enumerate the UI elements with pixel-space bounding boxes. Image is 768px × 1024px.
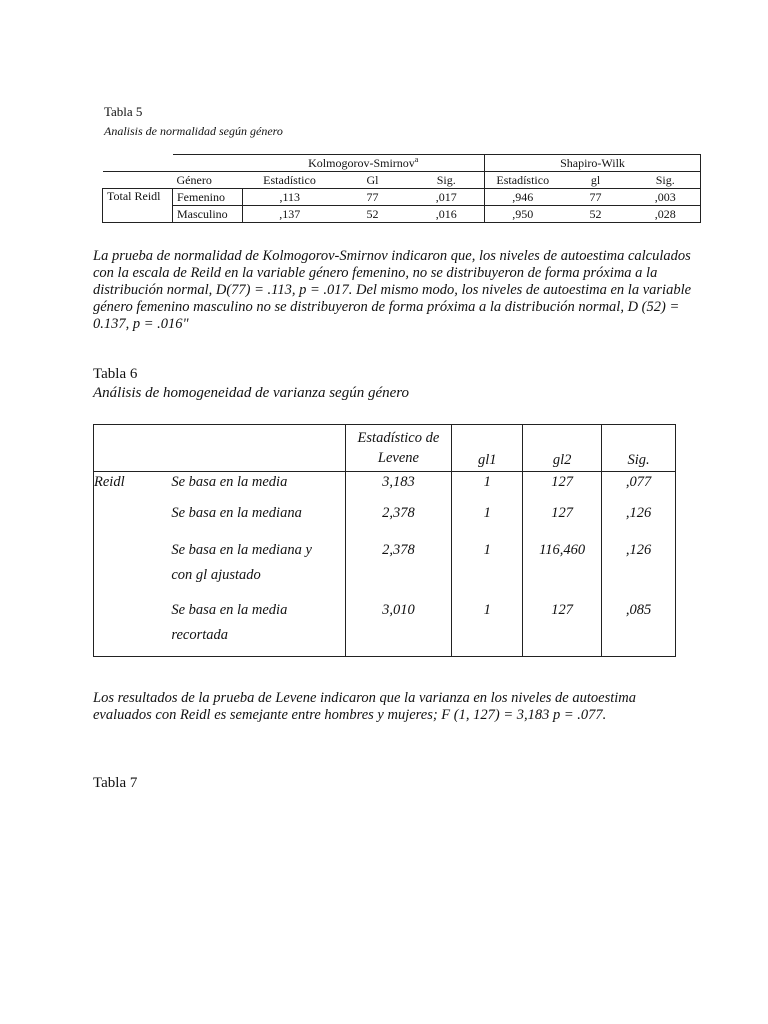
tabla5-col: Gl [337, 172, 409, 189]
tabla7-title: Tabla 7 [93, 775, 138, 791]
tabla5-group-sw: Shapiro-Wilk [485, 155, 701, 172]
tabla6-gl1-value: 1 [452, 600, 523, 657]
tabla5-col-genero: Género [173, 172, 243, 189]
normality-paragraph: La prueba de normalidad de Kolmogorov-Smirnov indicaron que, los niveles de autoestima calculados con la escala de Reild en la variable género femenino, no se distribuyeron de forma próxima a la distribución normal, D(77) = .113, p = .017. Del mismo modo, los niveles de autoestima en la variable género femenino masculino no se distribuyeron de forma próxima a la distribución normal, D (52) = 0.137, p = .016" [93, 248, 692, 332]
tabla6-header-levene-2: Levene [377, 450, 419, 466]
tabla5-group-header-row [103, 155, 701, 172]
tabla5-cell: ,003 [631, 189, 701, 206]
tabla5-cell: 52 [561, 206, 631, 223]
tabla5-subtitle: Analisis de normalidad según género [104, 124, 283, 138]
tabla6-row-desc: Se basa en la media [171, 601, 288, 618]
tabla5-cell: ,028 [631, 206, 701, 223]
tabla5-cell: ,137 [243, 206, 337, 223]
tabla5-cell: ,016 [409, 206, 485, 223]
tabla6-gl2-value: 127 [523, 472, 602, 503]
tabla5-row-label: Total Reidl [103, 189, 173, 223]
tabla6-title: Tabla 6 [93, 366, 138, 382]
tabla6-header-row [94, 425, 676, 472]
tabla5-col: Estadístico [243, 172, 337, 189]
tabla6-gl1-value: 1 [452, 503, 523, 540]
tabla5-cell: 77 [561, 189, 631, 206]
table-row [94, 600, 676, 657]
tabla5-col: Sig. [631, 172, 701, 189]
tabla6-row-desc-line2: recortada [171, 626, 229, 643]
levene-paragraph: Los resultados de la prueba de Levene indicaron que la varianza en los niveles de autoestima evaluados con Reidl es semejante entre hombres y mujeres; F (1, 127) = 3,183 p = .077. [93, 690, 636, 723]
tabla6-gl1-value: 1 [452, 472, 523, 503]
tabla5-cell: ,017 [409, 189, 485, 206]
tabla5-cell: ,946 [485, 189, 561, 206]
tabla6-gl1-value: 1 [452, 540, 523, 600]
tabla6-levene-value: 3,183 [345, 472, 452, 503]
tabla6-sig-value: ,126 [602, 540, 676, 600]
tabla5-cell: 77 [337, 189, 409, 206]
tabla6-gl2-value: 127 [523, 600, 602, 657]
tabla6-header-sig: Sig. [602, 425, 676, 472]
tabla6-levene-value: 2,378 [345, 540, 452, 600]
tabla6-row-label: Reidl [94, 474, 125, 490]
tabla5-genero: Femenino [173, 189, 243, 206]
table-row [94, 540, 676, 600]
tabla5-normality-table [102, 154, 701, 223]
tabla5-title: Tabla 5 [104, 104, 143, 119]
tabla6-subtitle: Análisis de homogeneidad de varianza según género [93, 385, 410, 401]
tabla6-gl2-value: 116,460 [523, 540, 602, 600]
tabla6-sig-value: ,126 [602, 503, 676, 540]
tabla6-row-desc: Se basa en la media [171, 474, 288, 490]
tabla5-group-ks: Kolmogorov-Smirnov$^a$ [243, 155, 485, 172]
tabla6-header-gl2: gl2 [523, 425, 602, 472]
tabla6-row-desc: Se basa en la mediana [171, 504, 302, 521]
tabla6-sig-value: ,085 [602, 600, 676, 657]
tabla5-genero: Masculino [173, 206, 243, 223]
tabla6-levene-value: 2,378 [345, 503, 452, 540]
table-row [94, 472, 676, 503]
table-row [94, 503, 676, 540]
tabla5-cell: ,113 [243, 189, 337, 206]
tabla6-levene-value: 3,010 [345, 600, 452, 657]
table-row [103, 189, 701, 206]
tabla6-header-levene-1: Estadístico de [357, 430, 440, 446]
tabla6-header-gl1: gl1 [452, 425, 523, 472]
tabla5-column-header-row [103, 172, 701, 189]
tabla5-cell: ,950 [485, 206, 561, 223]
tabla6-sig-value: ,077 [602, 472, 676, 503]
tabla5-col: Sig. [409, 172, 485, 189]
tabla6-gl2-value: 127 [523, 503, 602, 540]
tabla5-col: gl [561, 172, 631, 189]
tabla5-cell: 52 [337, 206, 409, 223]
tabla6-levene-table [93, 424, 676, 657]
table-row [103, 206, 701, 223]
tabla6-row-desc-line2: con gl ajustado [171, 566, 261, 583]
tabla6-row-desc: Se basa en la mediana y [171, 541, 312, 558]
tabla5-col: Estadístico [485, 172, 561, 189]
